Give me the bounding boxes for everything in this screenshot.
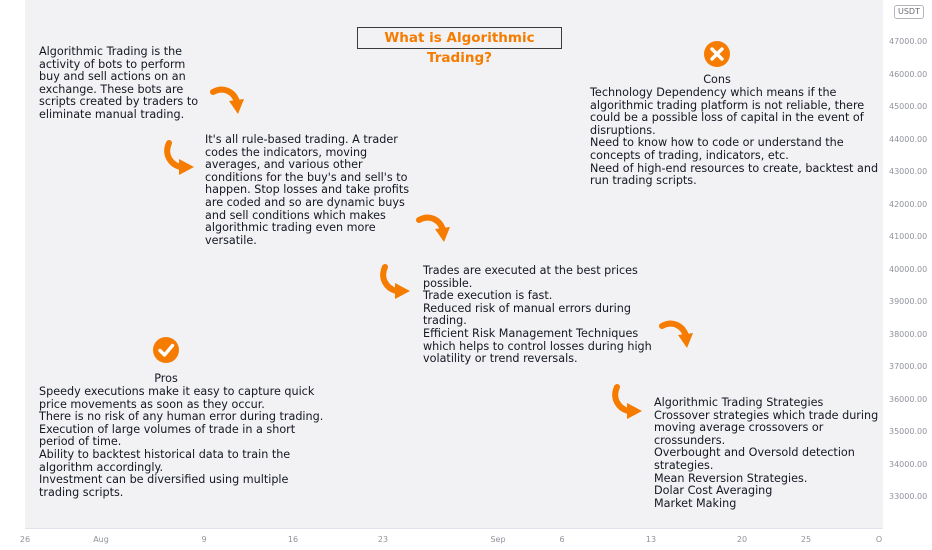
pros-line: Ability to backtest historical data to train the [39,447,291,461]
rules-line: algorithmic trading even more [205,221,376,235]
pros-line: trading scripts. [39,485,124,499]
cons-text [590,87,878,188]
pros-line: period of time. [39,435,122,449]
benefits-line: which helps to control losses during high [423,339,652,353]
cons-line: Need of high-end resources to create, backtest and [590,161,879,175]
pros-line: Speedy executions make it easy to capture quick [39,385,315,398]
curved-arrow-down-icon [610,384,646,420]
time-tick-label: 26 [19,535,31,544]
rules-line: and sell conditions which makes [205,208,386,222]
cons-line: could be a possible loss of capital in the event of [590,111,864,125]
cons-line: algorithmic trading platform is not reliable, there [590,98,865,112]
strategies-line: Market Making [654,496,737,510]
pros-line: price movements as soon as they occur. [39,397,265,411]
x-circle-icon [703,40,731,68]
benefits-line: possible. [423,276,473,290]
price-tick-label: 34000.00 [889,460,928,469]
intro-text [39,46,198,122]
pros-heading: Pros [154,372,178,385]
time-tick-label: 23 [377,535,389,544]
pros-line: algorithm accordingly. [39,460,164,474]
time-tick-label: 16 [287,535,299,544]
price-tick-label: 47000.00 [889,37,928,46]
time-axis-divider [25,528,883,529]
price-tick-label: 42000.00 [889,200,928,209]
time-tick-label: 13 [645,535,657,544]
cons-line: concepts of trading, indicators, etc. [590,148,789,162]
curved-arrow-down-icon [162,140,198,176]
curved-arrow-right-icon [659,318,695,354]
curved-arrow-down-icon [378,264,414,300]
benefits-line: Trade execution is fast. [423,289,553,303]
time-tick-label: Aug [93,535,109,544]
rules-line: conditions for the buy's and sell's to [205,170,408,184]
curved-arrow-right-icon [210,84,246,120]
price-tick-label: 44000.00 [889,135,928,144]
cons-heading: Cons [703,73,731,86]
price-tick-label: 33000.00 [889,492,928,501]
rules-line: happen. Stop losses and take profits [205,183,410,197]
title-box[interactable]: What is Algorithmic Trading? [357,27,562,49]
cons-line: Need to know how to code or understand the [590,136,844,150]
strategies-line: Algorithmic Trading Strategies [654,396,824,409]
price-tick-label: 41000.00 [889,232,928,241]
price-tick-label: 39000.00 [889,297,928,306]
currency-label[interactable]: USDT [894,5,924,19]
benefits-text [423,265,652,366]
price-tick-label: 35000.00 [889,427,928,436]
price-tick-label: 37000.00 [889,362,928,371]
strategies-line: Crossover strategies which trade during [654,408,879,422]
price-tick-label: 45000.00 [889,102,928,111]
cons-line: disruptions. [590,123,656,137]
curved-arrow-right-icon [416,212,452,248]
pros-text [39,386,323,499]
rules-line: It's all rule-based trading. A trader [205,133,398,146]
price-tick-label: 43000.00 [889,167,928,176]
cons-line: Technology Dependency which means if the [590,86,837,99]
pros-line: There is no risk of any human error during trading. [39,410,324,424]
price-tick-label: 46000.00 [889,70,928,79]
strategies-text [654,397,878,510]
price-tick-label: 36000.00 [889,395,928,404]
time-tick-label: 25 [800,535,812,544]
strategies-line: crossunders. [654,433,726,447]
time-tick-label: O [875,535,883,544]
intro-line: scripts created by traders to [39,95,199,109]
strategies-line: moving average crossovers or [654,421,824,435]
benefits-line: Trades are executed at the best prices [423,264,638,277]
time-tick-label: 6 [559,535,565,544]
check-circle-icon [152,336,180,364]
price-tick-label: 38000.00 [889,330,928,339]
time-tick-label: 20 [736,535,748,544]
rules-text [205,134,409,247]
benefits-line: trading. [423,314,467,328]
strategies-line: Dolar Cost Averaging [654,484,773,498]
intro-line: buy and sell actions on an [39,70,186,84]
time-tick-label: 9 [201,535,207,544]
rules-line: averages, and various other [205,158,363,172]
time-tick-label: Sep [490,535,506,544]
cons-line: run trading scripts. [590,174,697,188]
benefits-line: volatility or trend reversals. [423,352,578,366]
price-tick-label: 40000.00 [889,265,928,274]
strategies-line: strategies. [654,458,714,472]
intro-line: exchange. These bots are [39,82,184,96]
intro-line: Algorithmic Trading is the [39,45,183,58]
intro-line: activity of bots to perform [39,57,186,71]
rules-line: codes the indicators, moving [205,145,368,159]
strategies-line: Mean Reversion Strategies. [654,471,808,485]
pros-line: Investment can be diversified using multiple [39,473,289,487]
strategies-line: Overbought and Oversold detection [654,446,855,460]
intro-line: eliminate manual trading. [39,107,185,121]
benefits-line: Reduced risk of manual errors during [423,301,631,315]
benefits-line: Efficient Risk Management Techniques [423,326,639,340]
rules-line: versatile. [205,233,257,247]
rules-line: are coded and so are dynamic buys [205,195,405,209]
pros-line: Execution of large volumes of trade in a short [39,422,296,436]
